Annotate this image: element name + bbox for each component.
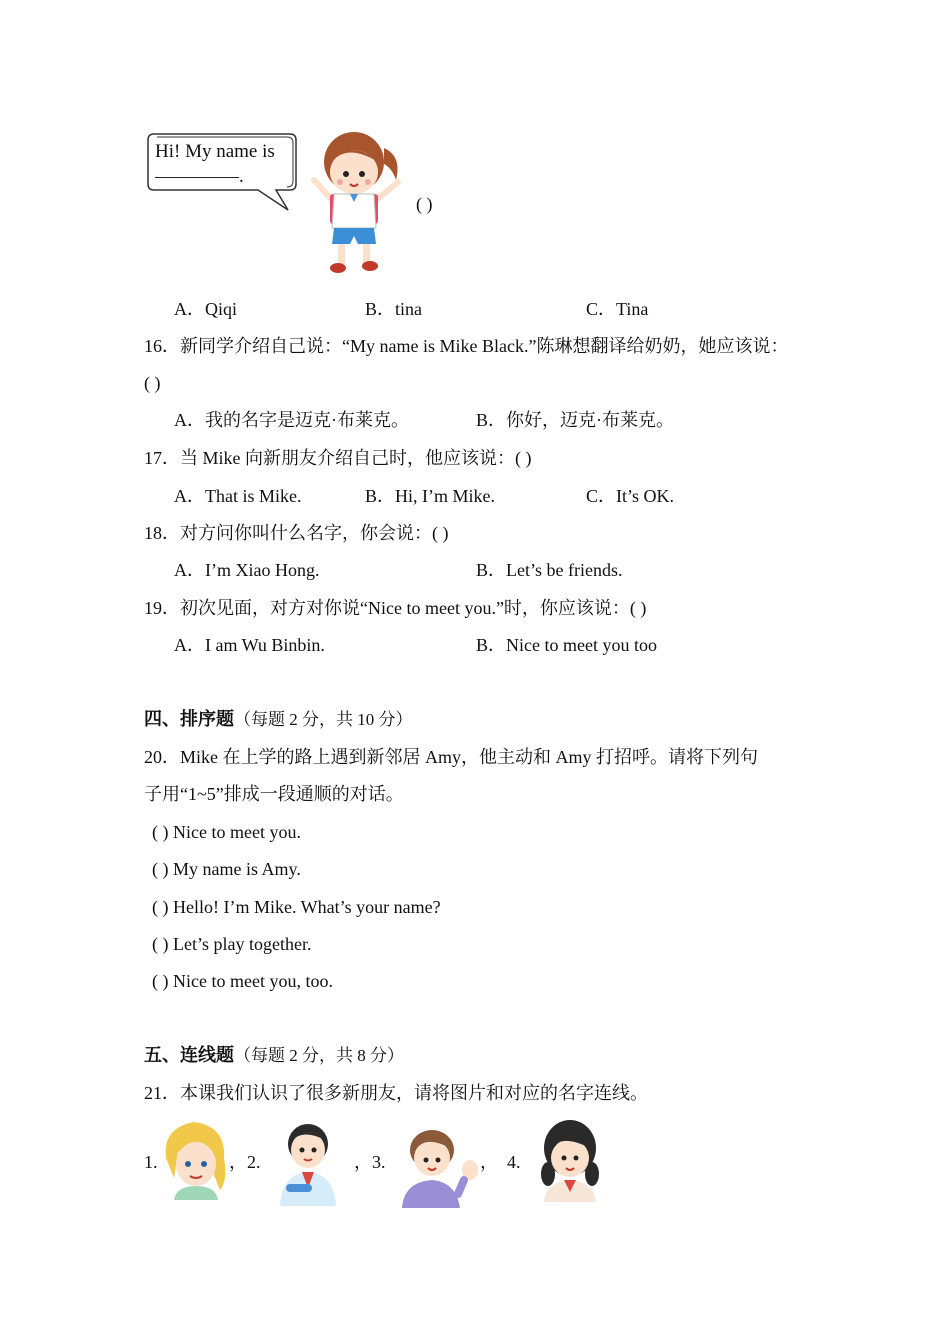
q19-stem: 19．初次见面，对方对你说“Nice to meet you.”时，你应该说：( ) bbox=[144, 598, 647, 618]
section-4-title: 四、排序题 bbox=[144, 709, 234, 729]
q20-item[interactable]: ( ) My name is Amy. bbox=[152, 859, 301, 879]
q15-option-b[interactable]: B．tina bbox=[365, 299, 422, 319]
answer-paren-q15[interactable]: ( ) bbox=[416, 194, 433, 214]
section-5-title: 五、连线题 bbox=[144, 1045, 234, 1065]
section-4-heading bbox=[144, 710, 413, 728]
q17-stem: 17．当 Mike 向新朋友介绍自己时，他应该说：( ) bbox=[144, 448, 532, 468]
q17-option-a[interactable]: A．That is Mike. bbox=[174, 486, 302, 506]
q19-option-a[interactable]: A．I am Wu Binbin. bbox=[174, 635, 325, 655]
bubble-text bbox=[155, 140, 275, 189]
q21-label-4: 4. bbox=[507, 1152, 521, 1172]
q20-stem-line-1: 20．Mike 在上学的路上遇到新邻居 Amy，他主动和 Amy 打招呼。请将下列句 bbox=[144, 747, 758, 767]
q21-label-1: 1. bbox=[144, 1152, 158, 1172]
q17-option-b[interactable]: B．Hi, I’m Mike. bbox=[365, 486, 495, 506]
q20-item[interactable]: ( ) Nice to meet you, too. bbox=[152, 971, 333, 991]
q19-option-b[interactable]: B．Nice to meet you too bbox=[476, 635, 657, 655]
q17-option-c[interactable]: C．It’s OK. bbox=[586, 486, 675, 506]
girl-waving-illustration bbox=[306, 128, 406, 278]
blank-line bbox=[155, 176, 239, 178]
q21-label-2: ，2. bbox=[229, 1152, 261, 1172]
q18-option-a[interactable]: A．I’m Xiao Hong. bbox=[174, 560, 320, 580]
q15-option-c[interactable]: C．Tina bbox=[586, 299, 649, 319]
q18-option-b[interactable]: B．Let’s be friends. bbox=[476, 560, 623, 580]
boy-waving-picture[interactable] bbox=[400, 1124, 482, 1208]
q16-option-b[interactable]: B．你好，迈克·布莱克。 bbox=[476, 410, 674, 430]
q18-stem: 18．对方问你叫什么名字，你会说：( ) bbox=[144, 523, 449, 543]
dark-haired-girl-picture[interactable] bbox=[534, 1116, 606, 1202]
q21-label-3: ，3. bbox=[354, 1152, 386, 1172]
q20-stem-line-2: 子用“1~5”排成一段通顺的对话。 bbox=[144, 784, 404, 804]
bubble-period: . bbox=[239, 165, 244, 187]
bubble-line-1: Hi! My name is bbox=[155, 141, 275, 162]
section-4-score: （每题 2 分，共 10 分） bbox=[234, 710, 413, 729]
q21-label-comma: ， bbox=[480, 1152, 498, 1172]
section-5-score: （每题 2 分，共 8 分） bbox=[234, 1046, 404, 1065]
boy-with-red-scarf-picture[interactable] bbox=[272, 1118, 344, 1206]
q20-item[interactable]: ( ) Hello! I’m Mike. What’s your name? bbox=[152, 897, 441, 917]
q16-option-a[interactable]: A．我的名字是迈克·布莱克。 bbox=[174, 410, 409, 430]
q15-option-a[interactable]: A．Qiqi bbox=[174, 299, 237, 319]
section-5-heading bbox=[144, 1046, 404, 1064]
q16-stem: 16．新同学介绍自己说：“My name is Mike Black.”陈琳想翻译给奶奶，她应该说： bbox=[144, 336, 789, 356]
q21-stem: 21．本课我们认识了很多新朋友，请将图片和对应的名字连线。 bbox=[144, 1083, 648, 1103]
q20-item[interactable]: ( ) Nice to meet you. bbox=[152, 822, 301, 842]
q20-item[interactable]: ( ) Let’s play together. bbox=[152, 934, 312, 954]
blonde-girl-picture[interactable] bbox=[160, 1118, 232, 1200]
q16-answer-paren[interactable]: ( ) bbox=[144, 373, 161, 393]
